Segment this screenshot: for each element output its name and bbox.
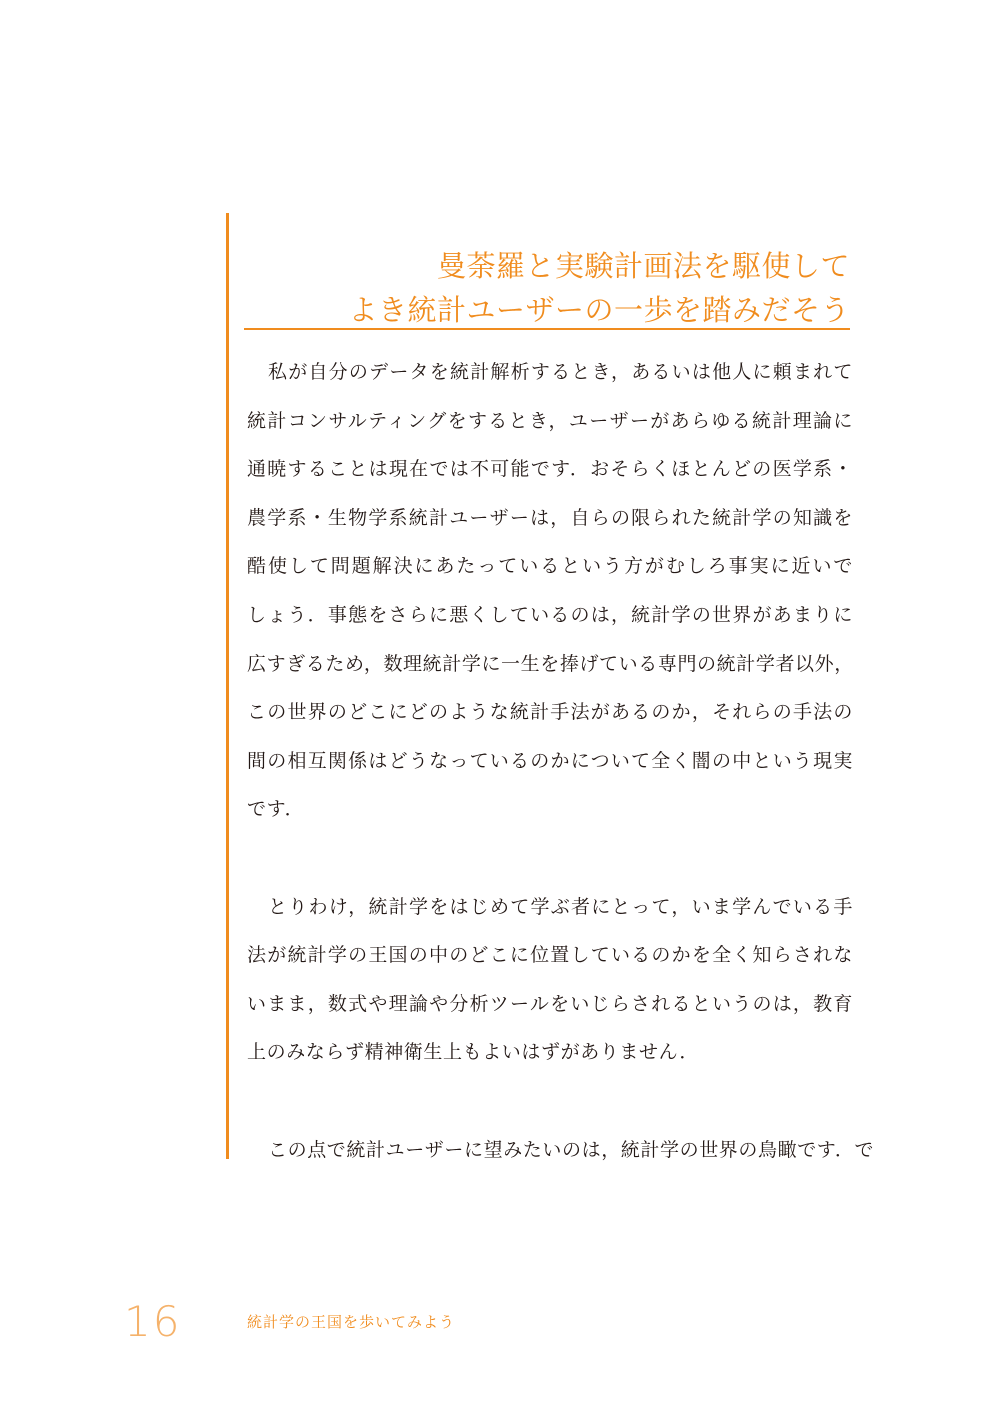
body-line: 私が自分のデータを統計解析するとき，あるいは他人に頼まれて [268, 361, 853, 383]
paragraph-gap [247, 834, 853, 883]
body-line: いまま，数式や理論や分析ツールをいじらされるというのは，教育 [247, 992, 853, 1015]
body-line: 法が統計学の王国の中のどこに位置しているのかを全く知らされな [247, 944, 853, 967]
running-title: 統計学の王国を歩いてみよう [247, 1313, 456, 1331]
margin-vertical-rule [226, 213, 229, 1159]
body-line: 広すぎるため，数理統計学に一生を捧げている専門の統計学者以外， [247, 652, 854, 675]
paragraph-gap [247, 1077, 853, 1126]
body-line: 上のみならず精神衛生上もよいはずがありません． [247, 1041, 699, 1064]
heading-underline [244, 328, 850, 330]
section-heading-line-2: よき統計ユーザーの一歩を踏みだそう [348, 293, 850, 327]
body-line: とりわけ，統計学をはじめて学ぶ者にとって，いま学んでいる手 [268, 895, 853, 918]
body-line: 農学系・生物学系統計ユーザーは，自らの限られた統計学の知識を [247, 506, 853, 529]
body-text [247, 348, 875, 1174]
page-number: 16 [124, 1297, 182, 1346]
section-heading [244, 244, 850, 332]
body-line: 統計コンサルティングをするとき，ユーザーがあらゆる統計理論に [247, 409, 853, 432]
body-line: しょう．事態をさらに悪くしているのは，統計学の世界があまりに [247, 603, 853, 626]
section-heading-line-1: 曼荼羅と実験計画法を駆使して [436, 249, 850, 283]
body-line: この点で統計ユーザーに望みたいのは，統計学の世界の鳥瞰です．で [268, 1138, 875, 1161]
body-line: 酷使して問題解決にあたっているという方がむしろ事実に近いで [247, 555, 853, 578]
body-line: この世界のどこにどのような統計手法があるのか，それらの手法の [247, 701, 853, 724]
body-line: 通暁することは現在では不可能です．おそらくほとんどの医学系・ [247, 458, 853, 481]
body-line: です． [247, 798, 305, 821]
body-line: 間の相互関係はどうなっているのかについて全く闇の中という現実 [247, 749, 853, 772]
